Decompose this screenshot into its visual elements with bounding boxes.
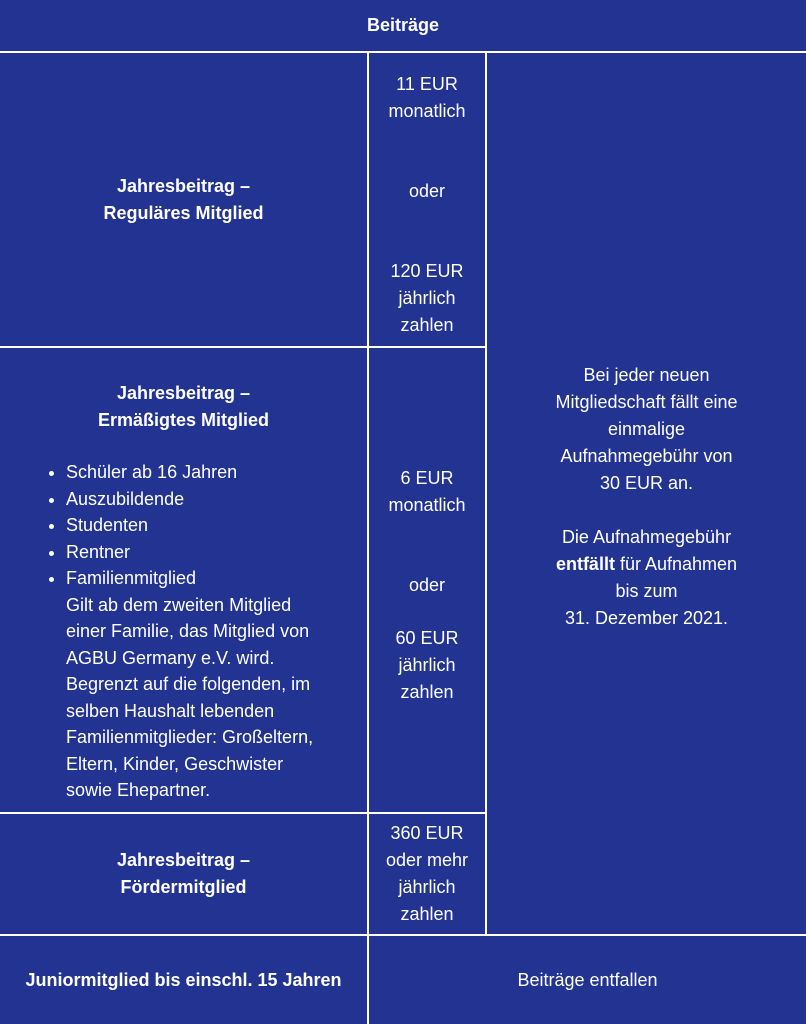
fee-waiver-line3: bis zum: [615, 580, 678, 601]
family-member-label: Familienmitglied: [66, 568, 197, 588]
regular-yearly-amount: 120 EUR: [390, 261, 464, 281]
fee-waiver-line4: 31. Dezember 2021.: [564, 607, 729, 628]
family-note-line: Begrenzt auf die folgenden, im: [66, 674, 311, 694]
list-item: • Rentner: [66, 539, 367, 566]
family-note-line: Gilt ab dem zweiten Mitglied: [66, 594, 292, 615]
supporting-label-line1: Jahresbeitrag –: [116, 850, 251, 870]
supporting-amount: 360 EUR: [390, 823, 464, 843]
family-note-line: selben Haushalt lebenden: [66, 700, 275, 721]
reduced-member-price: [369, 348, 485, 812]
fee-note-line: 30 EUR an.: [599, 472, 694, 493]
junior-value: Beiträge entfallen: [517, 969, 658, 990]
supporting-amount-line2: oder mehr: [385, 850, 469, 870]
fee-waiver-rest: für Aufnahmen: [614, 553, 738, 574]
reduced-monthly-amount: 6 EUR: [400, 468, 454, 488]
regular-label-line1: Jahresbeitrag –: [116, 175, 251, 196]
reduced-or: oder: [408, 575, 446, 595]
admission-fee-note: [487, 53, 806, 934]
fee-waiver-line1: Die Aufnahmegebühr: [561, 526, 732, 547]
supporting-label-line2: Fördermitglied: [120, 877, 247, 897]
supporting-member-label: [0, 814, 367, 934]
regular-label-line2: Reguläres Mitglied: [103, 202, 264, 223]
supporting-unit1: jährlich: [398, 877, 456, 897]
reduced-member-label: [0, 348, 367, 812]
family-note-line: einer Familie, das Mitglied von: [66, 621, 310, 641]
reduced-monthly-unit: monatlich: [388, 495, 466, 515]
regular-yearly-unit1: jährlich: [398, 288, 456, 308]
reduced-yearly-amount: 60 EUR: [395, 628, 459, 648]
regular-or: oder: [408, 181, 446, 201]
reduced-label-line1: Jahresbeitrag –: [116, 383, 251, 403]
list-item: • Studenten: [66, 512, 367, 539]
supporting-member-price: [369, 814, 485, 934]
fee-note-line: Bei jeder neuen: [583, 364, 710, 385]
family-note-line: sowie Ehepartner.: [66, 780, 211, 800]
family-note-line: AGBU Germany e.V. wird.: [66, 647, 275, 668]
fee-waiver-bold: entfällt: [555, 553, 615, 574]
regular-member-label: [0, 53, 367, 346]
family-note-line: Eltern, Kinder, Geschwister: [66, 753, 284, 774]
reduced-eligibility-list: [0, 459, 367, 804]
reduced-label-line2: Ermäßigtes Mitglied: [97, 410, 270, 430]
regular-monthly-unit: monatlich: [388, 101, 466, 121]
supporting-unit2: zahlen: [400, 904, 454, 924]
table-title: Beiträge: [366, 15, 440, 35]
table-header: [0, 0, 806, 51]
list-item: • Schüler ab 16 Jahren: [66, 459, 367, 486]
reduced-yearly-unit1: jährlich: [398, 655, 456, 675]
family-note-line: Familienmitglieder: Großeltern,: [66, 727, 314, 747]
fee-note-line: einmalige: [607, 418, 686, 439]
junior-label: Juniormitglied bis einschl. 15 Jahren: [25, 969, 342, 990]
reduced-yearly-unit2: zahlen: [400, 682, 454, 702]
regular-yearly-unit2: zahlen: [400, 315, 454, 335]
regular-member-price: [369, 53, 485, 346]
fee-note-line: Aufnahmegebühr von: [560, 445, 733, 466]
list-item: [66, 565, 367, 804]
list-item: • Auszubildende: [66, 486, 367, 513]
fee-note-line: Mitgliedschaft fällt eine: [555, 391, 738, 412]
fee-waiver-line2: [556, 551, 737, 578]
junior-member-value: [369, 936, 806, 1024]
junior-member-label: [0, 936, 367, 1024]
regular-monthly-amount: 11 EUR: [396, 74, 458, 94]
